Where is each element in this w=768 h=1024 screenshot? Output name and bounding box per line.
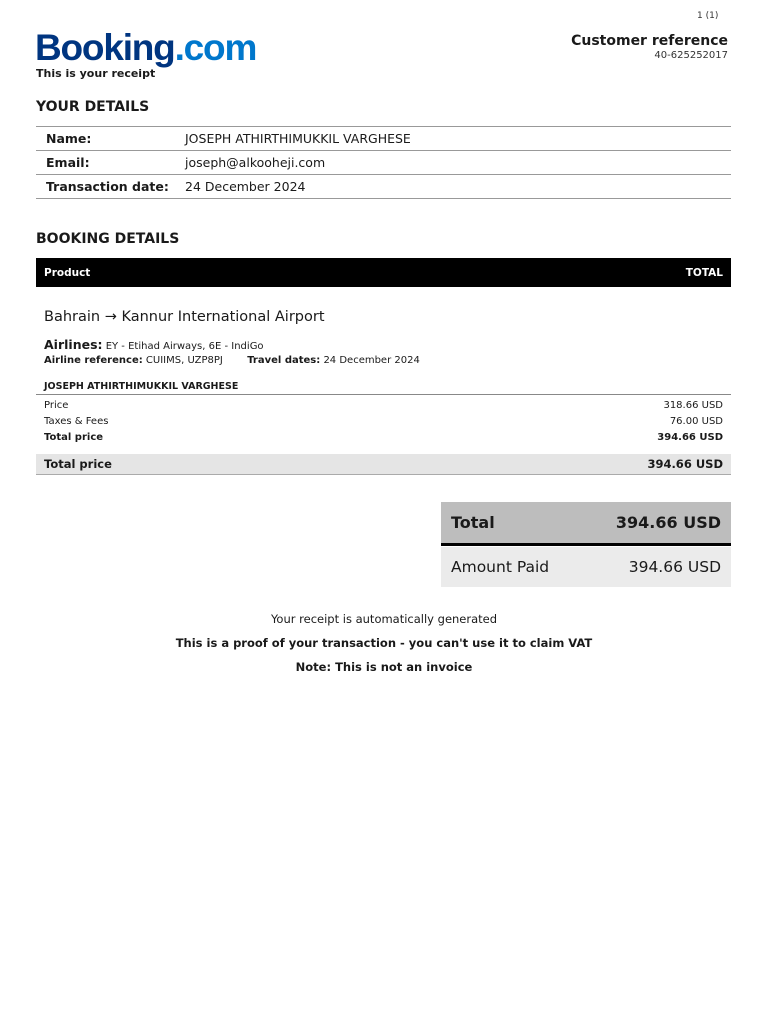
taxes-value: 76.00 USD [669, 415, 723, 427]
details-row-email [36, 151, 731, 175]
airlines-value: EY - Etihad Airways, 6E - IndiGo [105, 341, 264, 352]
details-label: Email: [36, 151, 185, 175]
details-row-name [36, 127, 731, 151]
subtotal-label: Total price [44, 431, 104, 443]
col-product: Product [44, 266, 91, 279]
summary-paid-row [441, 547, 731, 587]
reference-line [44, 355, 420, 366]
your-details-heading: YOUR DETAILS [36, 99, 150, 115]
logo-domain: .com [174, 27, 257, 68]
total-price-label: Total price [44, 457, 112, 471]
summary-total-value: 394.66 USD [615, 513, 721, 532]
your-details-table [36, 126, 731, 199]
footer-vat-note: This is a proof of your transaction - you can't use it to claim VAT [175, 636, 593, 650]
travel-dates-label: Travel dates: [247, 355, 321, 366]
page-number: 1 (1) [697, 11, 719, 21]
taxes-row [36, 413, 731, 429]
product-table-header [36, 258, 731, 287]
total-price-band [36, 454, 731, 475]
col-total: TOTAL [685, 266, 723, 279]
details-row-transaction-date [36, 175, 731, 199]
airline-ref-label: Airline reference: [44, 355, 143, 366]
customer-reference-value: 40-625252017 [654, 50, 728, 61]
taxes-label: Taxes & Fees [44, 415, 109, 427]
details-label: Name: [36, 127, 185, 151]
booking-logo [35, 29, 256, 66]
customer-reference-label: Customer reference [571, 33, 728, 49]
payment-summary [441, 502, 731, 587]
price-value: 318.66 USD [663, 399, 723, 411]
summary-paid-value: 394.66 USD [628, 558, 721, 576]
summary-paid-label: Amount Paid [451, 558, 550, 576]
airlines-line [44, 337, 264, 352]
details-value: JOSEPH ATHIRTHIMUKKIL VARGHESE [185, 127, 731, 151]
subtotal-row [36, 429, 731, 445]
receipt-caption: This is your receipt [36, 67, 156, 80]
total-price-value: 394.66 USD [647, 457, 723, 471]
flight-route: Bahrain → Kannur International Airport [44, 309, 325, 325]
booking-details-heading: BOOKING DETAILS [36, 231, 180, 247]
summary-total-label: Total [451, 513, 495, 532]
price-label: Price [44, 399, 69, 411]
airlines-label: Airlines: [44, 337, 103, 352]
details-label: Transaction date: [36, 175, 185, 199]
subtotal-value: 394.66 USD [657, 431, 723, 443]
footer-auto-generated-note: Your receipt is automatically generated [270, 612, 498, 626]
passenger-name: JOSEPH ATHIRTHIMUKKIL VARGHESE [44, 381, 239, 392]
travel-dates-value: 24 December 2024 [323, 355, 420, 366]
airline-ref-value: CUIIMS, UZP8PJ [145, 355, 223, 366]
logo-wordmark: Booking [35, 27, 175, 68]
customer-reference [571, 33, 728, 61]
details-value: 24 December 2024 [185, 175, 731, 199]
divider [36, 394, 731, 395]
footer-invoice-note: Note: This is not an invoice [295, 660, 473, 674]
price-breakdown [36, 397, 731, 445]
price-row [36, 397, 731, 413]
details-value: joseph@alkooheji.com [185, 151, 731, 175]
summary-total-row [441, 502, 731, 546]
